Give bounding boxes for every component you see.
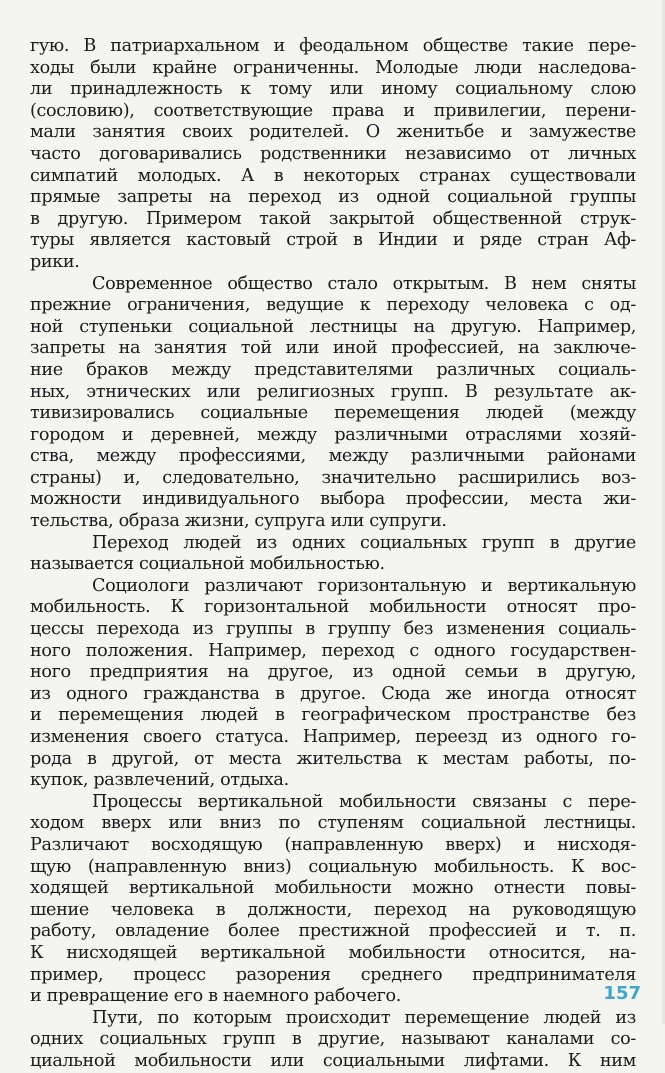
text-line: Различают восходящую (направленную вверх) и нисходя-	[30, 834, 636, 855]
text-line: Социологи различают горизонтальную и вертикальную	[92, 575, 636, 596]
text-line: изменения своего статуса. Например, переезд из одного го-	[30, 727, 636, 747]
text-line: часто договаривались родственники независимо от личных	[30, 143, 636, 164]
text-line: К нисходящей вертикальной мобильности относится, на-	[30, 942, 636, 963]
text-line: Современное общество стало открытым. В нем сняты	[92, 273, 636, 294]
text-line: туры является кастовый строй в Индии и ряде стран Аф-	[30, 230, 636, 251]
text-line: Переход людей из одних социальных групп в другие	[92, 532, 636, 553]
text-line: одних социальных групп в другие, называют каналами со-	[30, 1029, 636, 1050]
text-line: цессы перехода из группы в группу без изменения социаль-	[30, 619, 636, 640]
text-line: можности индивидуального выбора профессии, места жи-	[30, 489, 636, 510]
text-line: ли принадлежность к тому или иному социальному слою	[30, 79, 636, 100]
text-line: работу, овладение более престижной профессией и т. п.	[30, 921, 636, 942]
text-line: симпатий молодых. А в некоторых странах существовали	[30, 165, 636, 186]
text-line: ходом вверх или вниз по ступеням социальной лестницы.	[30, 813, 636, 834]
text-line: рики.	[30, 251, 80, 272]
text-line: городом и деревней, между различными отраслями хозяй-	[30, 424, 636, 445]
text-line: называется социальной мобильностью.	[30, 554, 385, 575]
text-line: ного предприятия на другое, из одной семьи в другую,	[30, 662, 636, 683]
text-line: ства, между профессиями, между различными районами	[30, 446, 636, 467]
text-line: мали занятия своих родителей. О женитьбе и замужестве	[30, 122, 636, 143]
text-line: тивизировались социальные перемещения людей (между	[30, 403, 636, 424]
text-line: Пути, по которым происходит перемещение людей из	[92, 1007, 636, 1028]
text-line: ной ступеньки социальной лестницы на другую. Например,	[30, 316, 636, 337]
text-line: тельства, образа жизни, супруга или супруги.	[30, 511, 447, 532]
text-line: в другую. Примером такой закрытой общественной струк-	[30, 208, 636, 229]
text-line: ходящей вертикальной мобильности можно отнести повы-	[30, 878, 636, 899]
text-line: ного положения. Например, переход с одного государствен-	[30, 640, 636, 661]
text-line: пример, процесс разорения среднего предпринимателя	[30, 964, 636, 985]
text-line: шение человека в должности, переход на руководящую	[30, 899, 636, 920]
text-line: и перемещения людей в географическом пространстве без	[30, 705, 636, 726]
text-line: купок, развлечений, отдыха.	[30, 770, 289, 791]
text-line: ных, этнических или религиозных групп. В результате ак-	[30, 381, 636, 402]
text-line: Процессы вертикальной мобильности связаны с пере-	[92, 791, 636, 812]
text-line: ние браков между представителями различных социаль-	[30, 359, 636, 380]
page-number: 157	[603, 983, 641, 1004]
text-line: гую. В патриархальном и феодальном обществе такие пере-	[30, 36, 636, 56]
text-line: из одного гражданства в другое. Сюда же иногда относят	[30, 683, 636, 704]
text-line: щую (направленную вниз) социальную мобильность. К вос-	[30, 856, 636, 877]
text-line: прежние ограничения, ведущие к переходу человека с од-	[30, 295, 636, 316]
text-line: страны) и, следовательно, значительно расширились воз-	[30, 467, 636, 488]
text-line: рода в другой, от места жительства к местам работы, по-	[30, 748, 636, 769]
text-line: циальной мобильности или социальными лифтами. К ним	[30, 1050, 636, 1071]
text-line: прямые запреты на переход из одной социальной группы	[30, 187, 636, 208]
text-line: ходы были крайне ограниченны. Молодые люди наследова-	[30, 57, 636, 78]
text-line: и превращение его в наемного рабочего.	[30, 986, 402, 1007]
text-line: мобильность. К горизонтальной мобильности относят про-	[30, 597, 636, 618]
text-line: (сословию), соответствующие права и привилегии, перени-	[30, 100, 636, 121]
body-text	[30, 36, 636, 1073]
text-line: запреты на занятия той или иной профессией, на заключе-	[30, 338, 636, 359]
